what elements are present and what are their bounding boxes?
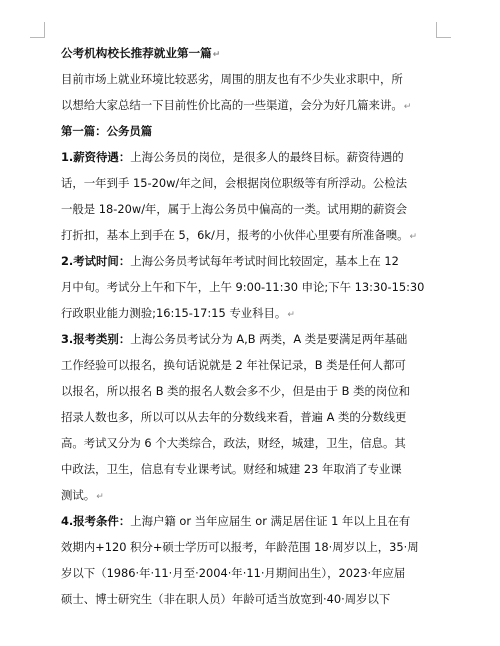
line-text: 以想给大家总结一下目前性价比高的一些渠道，会分为好几篇来讲。: [61, 98, 403, 112]
line-text: 招录人数也多，所以可以从去年的分数线来看，普遍 A 类的分数线更: [61, 410, 407, 424]
document-title: [61, 40, 441, 66]
body-line: [61, 534, 441, 560]
body-line: [61, 430, 441, 456]
body-line: [61, 170, 441, 196]
body-line: [61, 326, 441, 352]
line-text: 一般是 18-20w/年，属于上海公务员中偏高的一类。试用期的薪资会: [61, 202, 408, 216]
line-text: 上海公务员的岗位，是很多人的最终目标。薪资待遇的: [130, 150, 404, 164]
line-text: 效期内+120 积分+硕士学历可以报考，年龄范围 18·周岁以上，35·周: [61, 540, 419, 554]
crop-mark-top-right: [436, 37, 451, 38]
body-line: [61, 560, 441, 586]
body-line: [61, 352, 441, 378]
body-line: [61, 248, 441, 274]
line-text: 高。考试又分为 6 个大类综合，政法，财经，城建，卫生，信息。其: [61, 436, 406, 450]
line-text: 以报名，所以报名 B 类的报名人数会多不少，但是由于 B 类的岗位和: [61, 384, 411, 398]
body-line: [61, 92, 441, 118]
body-line: [61, 378, 441, 404]
line-text: 上海公务员考试分为 A,B 两类，A 类是要满足两年基础: [130, 332, 408, 346]
paragraph-mark-icon: ↵: [96, 492, 104, 502]
body-line: [61, 456, 441, 482]
line-text: 测试。: [61, 488, 96, 502]
item-label: 3.报考类别：: [61, 332, 131, 346]
body-line: [61, 586, 441, 612]
body-line: [61, 482, 441, 508]
paragraph-mark-icon: ↵: [287, 310, 295, 320]
document-body: [61, 40, 441, 612]
item-label: 2.考试时间：: [61, 254, 131, 268]
body-line: [61, 196, 441, 222]
crop-mark-top-right: [436, 22, 437, 38]
body-line: [61, 144, 441, 170]
line-text: 目前市场上就业环境比较恶劣，周围的朋友也有不少失业求职中，所: [61, 72, 403, 86]
line-text: 行政职业能力测验;16:15-17:15 专业科目。: [61, 306, 287, 320]
line-text: 打折扣，基本上到手在 5，6k/月，报考的小伙伴心里要有所准备噢。: [61, 228, 409, 242]
line-text: 上海户籍 or 当年应届生 or 满足居住证 1 年以上且在有: [130, 514, 411, 528]
section-heading: [61, 118, 441, 144]
line-text: 中政法，卫生，信息有专业课考试。财经和城建 23 年取消了专业课: [61, 462, 402, 476]
crop-mark-top-left: [44, 22, 45, 38]
title-text: 公考机构校长推荐就业第一篇: [61, 46, 212, 60]
body-line: [61, 66, 441, 92]
item-label: 4.报考条件：: [61, 514, 131, 528]
body-line: [61, 404, 441, 430]
paragraph-mark-icon: ↵: [409, 232, 418, 242]
body-line: [61, 222, 441, 248]
body-line: [61, 274, 441, 300]
line-text: 岁以下（1986·年·11·月至·2004·年·11·月期间出生），2023·年应届: [61, 566, 406, 580]
line-text: 话，一年到手 15-20w/年之间，会根据岗位职级等有所浮动。公检法: [61, 176, 408, 190]
section-heading-text: 第一篇：公务员篇: [61, 124, 153, 138]
crop-mark-top-left: [30, 37, 45, 38]
line-text: 月中旬。考试分上午和下午，上午 9:00-11:30 申论;下午 13:30-15:30: [61, 280, 425, 294]
paragraph-mark-icon: ↵: [212, 50, 221, 60]
line-text: 硕士、博士研究生（非在职人员）年龄可适当放宽到·40·周岁以下: [61, 592, 391, 606]
item-label: 1.薪资待遇：: [61, 150, 131, 164]
paragraph-mark-icon: ↵: [403, 102, 412, 112]
line-text: 工作经验可以报名，换句话说就是 2 年社保记录，B 类是任何人都可: [61, 358, 406, 372]
body-line: [61, 300, 441, 326]
line-text: 上海公务员考试每年考试时间比较固定，基本上在 12: [130, 254, 399, 268]
body-line: [61, 508, 441, 534]
